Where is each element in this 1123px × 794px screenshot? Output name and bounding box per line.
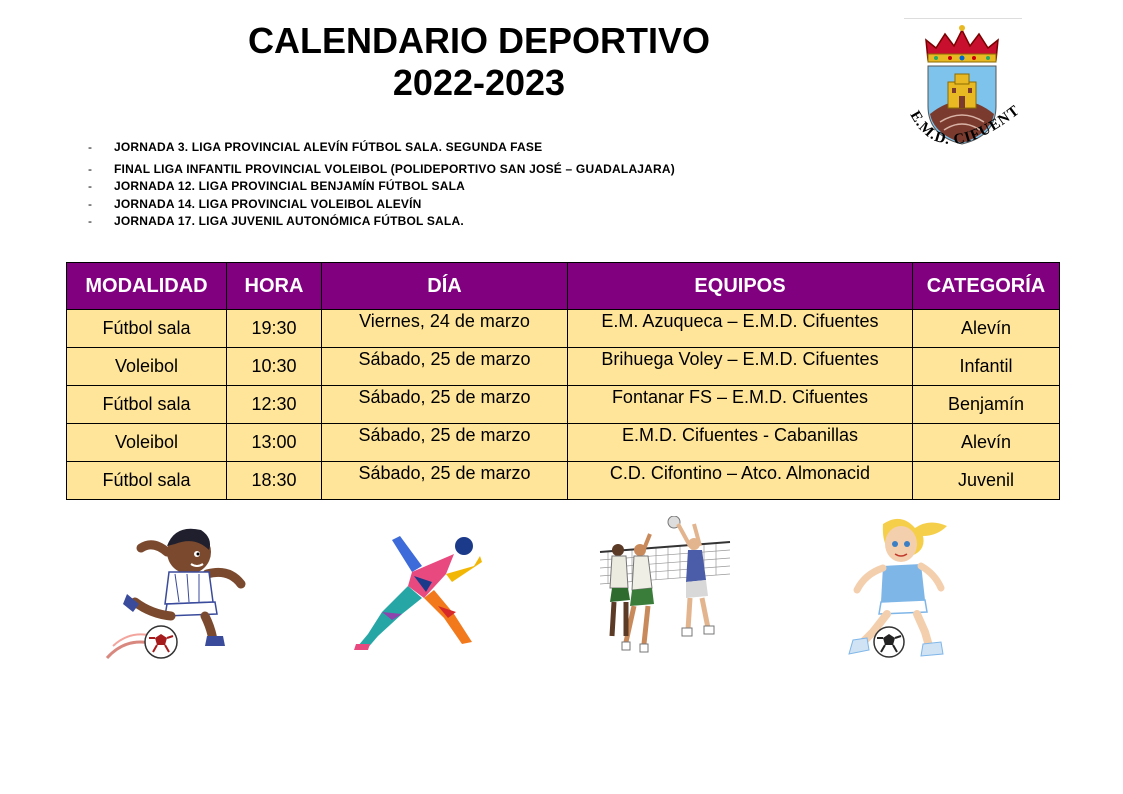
cell-equipos: E.M. Azuqueca – E.M.D. Cifuentes (568, 310, 913, 348)
document-title (200, 20, 758, 104)
title-line-1: CALENDARIO DEPORTIVO (247, 20, 711, 61)
cell-categoria: Juvenil (913, 462, 1060, 500)
cell-hora: 10:30 (227, 348, 322, 386)
bullet-dash: - (88, 140, 93, 154)
list-item (88, 161, 675, 179)
schedule-table (66, 262, 1060, 500)
table-row (67, 462, 1060, 500)
runner-illustration (352, 526, 492, 654)
cell-equipos: C.D. Cifontino – Atco. Almonacid (568, 462, 913, 500)
header-categoria: CATEGORÍA (913, 263, 1060, 310)
table-row (67, 348, 1060, 386)
cell-equipos: Fontanar FS – E.M.D. Cifuentes (568, 386, 913, 424)
header-modalidad: MODALIDAD (67, 263, 227, 310)
cell-dia: Sábado, 25 de marzo (322, 424, 568, 462)
volleyball-players-illustration (598, 516, 733, 664)
event-text: JORNADA 17. LIGA JUVENIL AUTONÓMICA FÚTBOL SALA. (114, 214, 464, 228)
bullet-dash: - (88, 179, 93, 193)
cell-hora: 12:30 (227, 386, 322, 424)
header-equipos: EQUIPOS (568, 263, 913, 310)
bullet-dash: - (88, 214, 93, 228)
cell-hora: 13:00 (227, 424, 322, 462)
event-text: JORNADA 3. LIGA PROVINCIAL ALEVÍN FÚTBOL SALA. SEGUNDA FASE (114, 140, 543, 154)
cell-modalidad: Fútbol sala (67, 386, 227, 424)
cell-categoria: Alevín (913, 310, 1060, 348)
cell-hora: 19:30 (227, 310, 322, 348)
table-row (67, 310, 1060, 348)
list-item (88, 213, 675, 231)
cell-equipos: Brihuega Voley – E.M.D. Cifuentes (568, 348, 913, 386)
bullet-dash: - (88, 196, 93, 211)
cell-modalidad: Voleibol (67, 424, 227, 462)
list-item (88, 196, 675, 214)
header-hora: HORA (227, 263, 322, 310)
event-text: JORNADA 14. LIGA PROVINCIAL VOLEIBOL ALEVÍN (114, 196, 422, 211)
crest-text: E.M.D. CIFUENT (906, 102, 1024, 149)
cell-dia: Sábado, 25 de marzo (322, 462, 568, 500)
cell-dia: Viernes, 24 de marzo (322, 310, 568, 348)
table-row (67, 386, 1060, 424)
cell-categoria: Infantil (913, 348, 1060, 386)
cell-dia: Sábado, 25 de marzo (322, 348, 568, 386)
soccer-girl-illustration (843, 514, 953, 664)
cell-modalidad: Voleibol (67, 348, 227, 386)
soccer-boy-illustration (105, 518, 250, 666)
cell-modalidad: Fútbol sala (67, 310, 227, 348)
cell-categoria: Alevín (913, 424, 1060, 462)
cell-equipos: E.M.D. Cifuentes - Cabanillas (568, 424, 913, 462)
emd-cifuentes-crest (900, 18, 1025, 168)
title-line-2: 2022-2023 (392, 62, 566, 103)
event-text: FINAL LIGA INFANTIL PROVINCIAL VOLEIBOL (POLIDEPORTIVO SAN JOSÉ – GUADALAJARA) (114, 161, 675, 176)
bullet-dash: - (88, 161, 93, 176)
list-item (88, 178, 675, 196)
table-header-row (67, 263, 1060, 310)
table-row (67, 424, 1060, 462)
events-list (88, 139, 675, 231)
cell-hora: 18:30 (227, 462, 322, 500)
list-item (88, 139, 675, 157)
cell-categoria: Benjamín (913, 386, 1060, 424)
header-dia: DÍA (322, 263, 568, 310)
event-text: JORNADA 12. LIGA PROVINCIAL BENJAMÍN FÚTBOL SALA (114, 179, 465, 193)
cell-dia: Sábado, 25 de marzo (322, 386, 568, 424)
cell-modalidad: Fútbol sala (67, 462, 227, 500)
